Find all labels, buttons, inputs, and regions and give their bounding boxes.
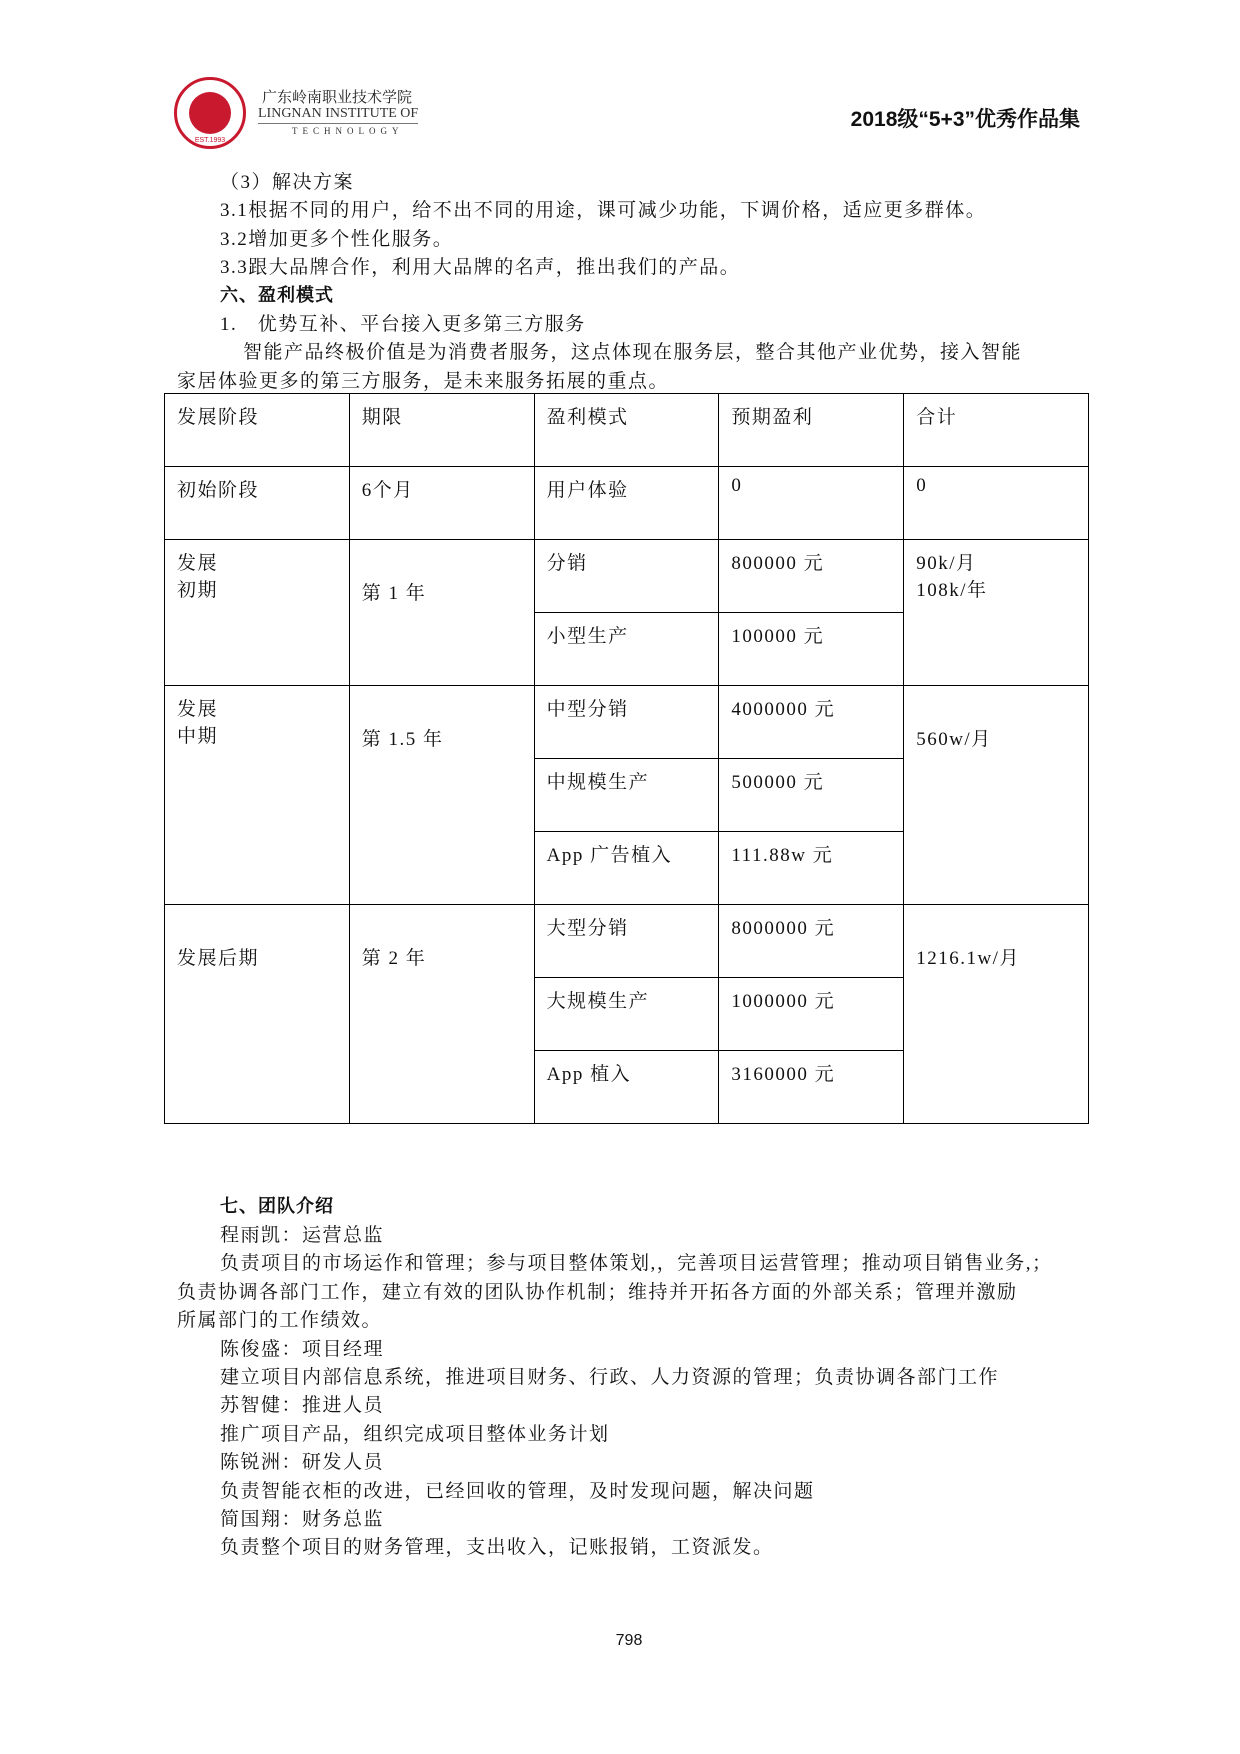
period-text: 第 1 年: [361, 583, 427, 604]
team-heading: 七、团队介绍: [220, 1196, 334, 1217]
profit-table: [164, 393, 1089, 1124]
stage-cell: [165, 540, 350, 686]
table-row: [165, 467, 1089, 540]
total-cell: [904, 540, 1089, 686]
period-cell: [349, 686, 534, 905]
stage-line: 初期: [177, 580, 219, 601]
school-name-en: LINGNAN INSTITUTE OF: [258, 106, 418, 124]
profit-cell: 8000000 元: [719, 905, 904, 978]
header-cell: 预期盈利: [719, 394, 904, 467]
mode-cell: 用户体验: [534, 467, 719, 540]
total-text: 1216.1w/月: [916, 948, 1020, 969]
stage-cell: 初始阶段: [165, 467, 350, 540]
total-cell: 0: [904, 467, 1089, 540]
stage-cell: [165, 905, 350, 1124]
stage-line: 发展: [177, 699, 219, 720]
profit-cell: 500000 元: [719, 759, 904, 832]
team-line: 负责智能衣柜的改进，已经回收的管理，及时发现问题，解决问题: [220, 1480, 815, 1502]
mode-cell: 大规模生产: [534, 978, 719, 1051]
profit-cell: 800000 元: [719, 540, 904, 613]
header-cell: 盈利模式: [534, 394, 719, 467]
team-line: 陈锐洲：研发人员: [220, 1452, 385, 1474]
table-row: [165, 686, 1089, 759]
stage-line: 中期: [177, 726, 219, 747]
total-cell: [904, 905, 1089, 1124]
header-cell: 发展阶段: [165, 394, 350, 467]
table-row: [165, 540, 1089, 613]
team-line: 陈俊盛：项目经理: [220, 1338, 385, 1360]
profit-cell: 3160000 元: [719, 1051, 904, 1124]
period-cell: 6个月: [349, 467, 534, 540]
team-line: 负责协调各部门工作，建立有效的团队协作机制；维持并开拓各方面的外部关系；管理并激励: [177, 1281, 1018, 1303]
profit-heading: 六、盈利模式: [220, 285, 334, 306]
stage-line: 发展: [177, 553, 219, 574]
total-cell: [904, 686, 1089, 905]
school-name-en-2: TECHNOLOGY: [292, 126, 404, 136]
solution-item: 3.2增加更多个性化服务。: [220, 229, 454, 250]
mode-cell: App 植入: [534, 1051, 719, 1124]
school-name-cn: 广东岭南职业技术学院: [262, 88, 413, 106]
paragraph-line: 家居体验更多的第三方服务，是未来服务拓展的重点。: [177, 371, 670, 392]
header-cell: 期限: [349, 394, 534, 467]
mode-cell: 大型分销: [534, 905, 719, 978]
solution-item: 3.1根据不同的用户，给不出不同的用途，课可减少功能，下调价格，适应更多群体。: [220, 200, 987, 221]
table-row: [165, 905, 1089, 978]
profit-cell: 4000000 元: [719, 686, 904, 759]
page-number: 798: [615, 1632, 643, 1649]
period-text: 第 1.5 年: [361, 729, 444, 750]
mode-cell: 分销: [534, 540, 719, 613]
total-text: 560w/月: [916, 729, 992, 750]
paragraph-line: 智能产品终极价值是为消费者服务，这点体现在服务层，整合其他产业优势，接入智能: [243, 342, 1023, 363]
school-logo: EST.1993: [174, 77, 246, 149]
period-cell: [349, 540, 534, 686]
mode-cell: App 广告植入: [534, 832, 719, 905]
profit-cell: 1000000 元: [719, 978, 904, 1051]
mode-cell: 中规模生产: [534, 759, 719, 832]
team-line: 建立项目内部信息系统，推进项目财务、行政、人力资源的管理；负责协调各部门工作: [220, 1367, 1000, 1388]
period-text: 第 2 年: [361, 948, 427, 969]
period-cell: [349, 905, 534, 1124]
team-line: 苏智健：推进人员: [220, 1395, 385, 1417]
profit-cell: 100000 元: [719, 613, 904, 686]
point-1: 1. 优势互补、平台接入更多第三方服务: [220, 314, 586, 335]
team-line: 负责整个项目的财务管理，支出收入，记账报销，工资派发。: [220, 1537, 774, 1559]
stage-text: 发展后期: [177, 948, 260, 969]
stage-cell: [165, 686, 350, 905]
team-line: 负责项目的市场运作和管理；参与项目整体策划,，完善项目运营管理；推动项目销售业务,；: [220, 1253, 1053, 1275]
mode-cell: 中型分销: [534, 686, 719, 759]
table-header-row: [165, 394, 1089, 467]
team-line: 推广项目产品，组织完成项目整体业务计划: [220, 1423, 610, 1445]
solution-item: 3.3跟大品牌合作，利用大品牌的名声，推出我们的产品。: [220, 257, 741, 278]
team-line: 程雨凯：运营总监: [220, 1225, 385, 1246]
header-title: 2018级“5+3”优秀作品集: [850, 108, 1080, 131]
mode-cell: 小型生产: [534, 613, 719, 686]
total-line: 90k/月: [916, 553, 977, 574]
header-cell: 合计: [904, 394, 1089, 467]
team-line: 简国翔：财务总监: [220, 1509, 385, 1530]
total-line: 108k/年: [916, 580, 988, 601]
team-line: 所属部门的工作绩效。: [177, 1310, 383, 1332]
profit-cell: 0: [719, 467, 904, 540]
solution-heading: （3）解决方案: [220, 172, 355, 193]
profit-cell: 111.88w 元: [719, 832, 904, 905]
